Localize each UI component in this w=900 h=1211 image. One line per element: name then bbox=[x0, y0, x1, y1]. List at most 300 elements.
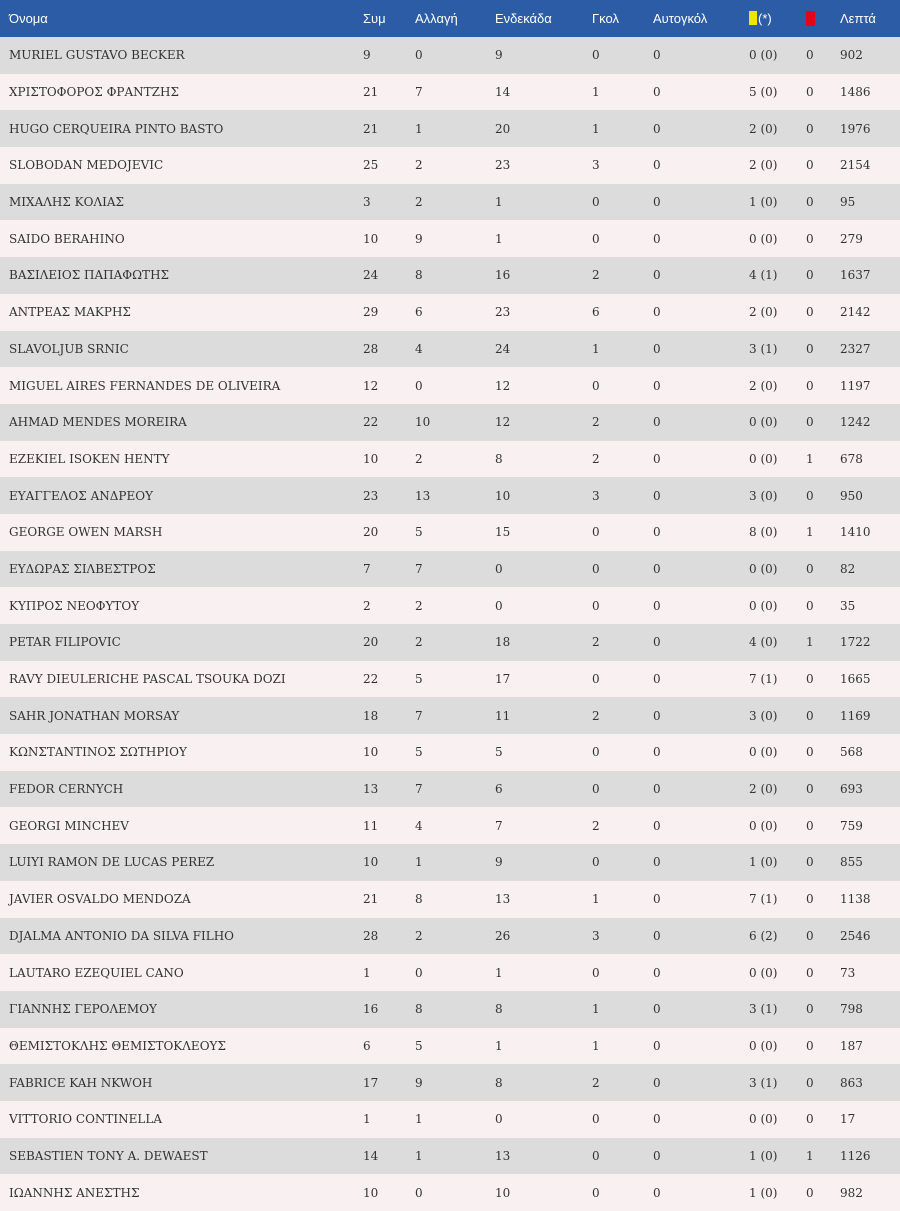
player-own-goals: 0 bbox=[653, 745, 661, 760]
player-red-cards: 1 bbox=[806, 1148, 814, 1163]
player-starting: 20 bbox=[495, 121, 511, 136]
table-row bbox=[0, 844, 900, 881]
player-goals: 0 bbox=[592, 195, 600, 210]
player-yellow-cards: 0 (0) bbox=[749, 231, 778, 246]
player-yellow-cards: 3 (1) bbox=[749, 1075, 778, 1090]
player-red-cards: 0 bbox=[806, 415, 814, 430]
header-red-cards[interactable] bbox=[806, 0, 840, 37]
player-name: VITTORIO CONTINELLA bbox=[9, 1112, 163, 1127]
player-apps: 24 bbox=[363, 268, 379, 283]
player-name: AHMAD MENDES MOREIRA bbox=[9, 415, 187, 430]
player-red-cards: 0 bbox=[806, 928, 814, 943]
player-apps: 23 bbox=[363, 488, 379, 503]
player-apps: 10 bbox=[363, 451, 379, 466]
player-subs: 9 bbox=[415, 1075, 423, 1090]
player-subs: 5 bbox=[415, 745, 423, 760]
table-row bbox=[0, 918, 900, 955]
player-subs: 9 bbox=[415, 231, 423, 246]
player-subs: 2 bbox=[415, 928, 423, 943]
player-minutes: 35 bbox=[840, 598, 856, 613]
player-red-cards: 0 bbox=[806, 965, 814, 980]
player-starting: 8 bbox=[495, 1002, 503, 1017]
player-own-goals: 0 bbox=[653, 231, 661, 246]
player-goals: 0 bbox=[592, 745, 600, 760]
player-minutes: 1242 bbox=[840, 415, 871, 430]
table-row bbox=[0, 477, 900, 514]
player-subs: 2 bbox=[415, 195, 423, 210]
table-row bbox=[0, 257, 900, 294]
player-minutes: 82 bbox=[840, 561, 856, 576]
player-goals: 1 bbox=[592, 892, 600, 907]
player-goals: 1 bbox=[592, 85, 600, 100]
player-subs: 10 bbox=[415, 415, 431, 430]
player-starting: 8 bbox=[495, 1075, 503, 1090]
player-subs: 0 bbox=[415, 48, 423, 63]
player-minutes: 73 bbox=[840, 965, 856, 980]
player-goals: 2 bbox=[592, 451, 600, 466]
player-goals: 0 bbox=[592, 598, 600, 613]
player-yellow-cards: 1 (0) bbox=[749, 1148, 778, 1163]
player-yellow-cards: 2 (0) bbox=[749, 305, 778, 320]
player-red-cards: 0 bbox=[806, 1038, 814, 1053]
player-minutes: 1722 bbox=[840, 635, 871, 650]
player-yellow-cards: 0 (0) bbox=[749, 818, 778, 833]
player-starting: 14 bbox=[495, 85, 511, 100]
table-row bbox=[0, 37, 900, 74]
player-yellow-cards: 1 (0) bbox=[749, 1185, 778, 1200]
player-yellow-cards: 0 (0) bbox=[749, 561, 778, 576]
player-own-goals: 0 bbox=[653, 1038, 661, 1053]
player-starting: 18 bbox=[495, 635, 511, 650]
player-subs: 8 bbox=[415, 892, 423, 907]
player-goals: 2 bbox=[592, 268, 600, 283]
table-row bbox=[0, 697, 900, 734]
player-red-cards: 0 bbox=[806, 305, 814, 320]
table-row bbox=[0, 881, 900, 918]
player-yellow-cards: 3 (0) bbox=[749, 488, 778, 503]
player-yellow-cards: 1 (0) bbox=[749, 855, 778, 870]
player-subs: 2 bbox=[415, 158, 423, 173]
player-minutes: 1486 bbox=[840, 85, 871, 100]
player-starting: 6 bbox=[495, 782, 503, 797]
player-own-goals: 0 bbox=[653, 305, 661, 320]
player-yellow-cards: 3 (1) bbox=[749, 341, 778, 356]
player-goals: 2 bbox=[592, 415, 600, 430]
player-own-goals: 0 bbox=[653, 561, 661, 576]
player-apps: 1 bbox=[363, 965, 371, 980]
player-apps: 21 bbox=[363, 892, 379, 907]
player-yellow-cards: 0 (0) bbox=[749, 415, 778, 430]
header-yellow-suffix: (*) bbox=[758, 11, 772, 26]
player-apps: 12 bbox=[363, 378, 379, 393]
player-apps: 9 bbox=[363, 48, 371, 63]
player-goals: 0 bbox=[592, 1185, 600, 1200]
header-apps[interactable]: Συμ bbox=[363, 0, 415, 37]
player-name: ΓΙΑΝΝΗΣ ΓΕΡΟΛΕΜΟΥ bbox=[9, 1002, 157, 1017]
player-apps: 16 bbox=[363, 1002, 379, 1017]
player-own-goals: 0 bbox=[653, 635, 661, 650]
player-goals: 0 bbox=[592, 855, 600, 870]
player-name: ΧΡΙΣΤΟΦΟΡΟΣ ΦΡΑΝΤΖΗΣ bbox=[9, 85, 179, 100]
player-subs: 7 bbox=[415, 85, 423, 100]
player-red-cards: 0 bbox=[806, 158, 814, 173]
player-goals: 0 bbox=[592, 231, 600, 246]
player-goals: 1 bbox=[592, 121, 600, 136]
player-starting: 0 bbox=[495, 561, 503, 576]
player-own-goals: 0 bbox=[653, 268, 661, 283]
player-own-goals: 0 bbox=[653, 341, 661, 356]
player-starting: 10 bbox=[495, 1185, 511, 1200]
player-starting: 23 bbox=[495, 305, 511, 320]
player-apps: 10 bbox=[363, 855, 379, 870]
player-name: ΒΑΣΙΛΕΙΟΣ ΠΑΠΑΦΩΤΗΣ bbox=[9, 268, 170, 283]
player-own-goals: 0 bbox=[653, 892, 661, 907]
player-own-goals: 0 bbox=[653, 672, 661, 687]
player-name: JAVIER OSVALDO MENDOZA bbox=[9, 892, 191, 907]
player-minutes: 1169 bbox=[840, 708, 871, 723]
player-name: PETAR FILIPOVIC bbox=[9, 635, 121, 650]
player-apps: 21 bbox=[363, 121, 379, 136]
player-starting: 24 bbox=[495, 341, 511, 356]
player-apps: 17 bbox=[363, 1075, 379, 1090]
player-subs: 2 bbox=[415, 598, 423, 613]
player-name: GEORGE OWEN MARSH bbox=[9, 525, 163, 540]
player-apps: 10 bbox=[363, 231, 379, 246]
player-subs: 8 bbox=[415, 268, 423, 283]
player-yellow-cards: 6 (2) bbox=[749, 928, 778, 943]
player-subs: 13 bbox=[415, 488, 431, 503]
player-own-goals: 0 bbox=[653, 451, 661, 466]
player-starting: 1 bbox=[495, 965, 503, 980]
player-own-goals: 0 bbox=[653, 85, 661, 100]
player-own-goals: 0 bbox=[653, 378, 661, 393]
player-goals: 0 bbox=[592, 525, 600, 540]
table-row bbox=[0, 331, 900, 368]
player-red-cards: 0 bbox=[806, 378, 814, 393]
player-minutes: 1637 bbox=[840, 268, 871, 283]
table-row bbox=[0, 954, 900, 991]
player-starting: 11 bbox=[495, 708, 511, 723]
player-starting: 0 bbox=[495, 598, 503, 613]
header-name[interactable]: Όνομα bbox=[0, 0, 363, 37]
player-subs: 8 bbox=[415, 1002, 423, 1017]
player-own-goals: 0 bbox=[653, 818, 661, 833]
yellow-card-icon bbox=[749, 11, 757, 25]
player-name: GEORGI MINCHEV bbox=[9, 818, 129, 833]
red-card-icon bbox=[806, 11, 815, 26]
player-minutes: 2546 bbox=[840, 928, 871, 943]
player-apps: 13 bbox=[363, 782, 379, 797]
player-own-goals: 0 bbox=[653, 928, 661, 943]
table-header-row bbox=[0, 0, 900, 37]
table-row bbox=[0, 220, 900, 257]
player-subs: 1 bbox=[415, 855, 423, 870]
table-row bbox=[0, 147, 900, 184]
player-yellow-cards: 1 (0) bbox=[749, 195, 778, 210]
header-goals[interactable]: Γκολ bbox=[592, 0, 653, 37]
player-red-cards: 0 bbox=[806, 268, 814, 283]
table-row bbox=[0, 624, 900, 661]
player-starting: 23 bbox=[495, 158, 511, 173]
player-red-cards: 1 bbox=[806, 525, 814, 540]
player-yellow-cards: 0 (0) bbox=[749, 965, 778, 980]
player-apps: 1 bbox=[363, 1112, 371, 1127]
player-starting: 17 bbox=[495, 672, 511, 687]
player-minutes: 279 bbox=[840, 231, 863, 246]
player-subs: 4 bbox=[415, 341, 423, 356]
player-own-goals: 0 bbox=[653, 488, 661, 503]
player-yellow-cards: 0 (0) bbox=[749, 598, 778, 613]
player-own-goals: 0 bbox=[653, 965, 661, 980]
player-minutes: 982 bbox=[840, 1185, 863, 1200]
table-row bbox=[0, 587, 900, 624]
player-yellow-cards: 0 (0) bbox=[749, 745, 778, 760]
player-starting: 0 bbox=[495, 1112, 503, 1127]
player-name: ΕΥΔΩΡΑΣ ΣΙΛΒΕΣΤΡΟΣ bbox=[9, 561, 156, 576]
player-starting: 13 bbox=[495, 892, 511, 907]
player-minutes: 678 bbox=[840, 451, 863, 466]
player-own-goals: 0 bbox=[653, 1148, 661, 1163]
player-starting: 1 bbox=[495, 231, 503, 246]
player-subs: 1 bbox=[415, 1148, 423, 1163]
player-minutes: 1976 bbox=[840, 121, 871, 136]
player-name: MIGUEL AIRES FERNANDES DE OLIVEIRA bbox=[9, 378, 281, 393]
player-own-goals: 0 bbox=[653, 708, 661, 723]
player-red-cards: 0 bbox=[806, 745, 814, 760]
player-red-cards: 0 bbox=[806, 195, 814, 210]
table-row bbox=[0, 110, 900, 147]
player-minutes: 950 bbox=[840, 488, 863, 503]
player-own-goals: 0 bbox=[653, 158, 661, 173]
player-goals: 3 bbox=[592, 158, 600, 173]
player-apps: 25 bbox=[363, 158, 379, 173]
player-yellow-cards: 8 (0) bbox=[749, 525, 778, 540]
player-minutes: 187 bbox=[840, 1038, 863, 1053]
player-starting: 12 bbox=[495, 378, 511, 393]
table-row bbox=[0, 184, 900, 221]
player-minutes: 17 bbox=[840, 1112, 856, 1127]
player-yellow-cards: 2 (0) bbox=[749, 782, 778, 797]
table-row bbox=[0, 734, 900, 771]
player-red-cards: 0 bbox=[806, 341, 814, 356]
player-name: FABRICE KAH NKWOH bbox=[9, 1075, 153, 1090]
player-name: FEDOR CERNYCH bbox=[9, 782, 124, 797]
table-row bbox=[0, 1028, 900, 1065]
player-red-cards: 0 bbox=[806, 1075, 814, 1090]
player-subs: 1 bbox=[415, 1112, 423, 1127]
player-name: ΘΕΜΙΣΤΟΚΛΗΣ ΘΕΜΙΣΤΟΚΛΕΟΥΣ bbox=[9, 1038, 226, 1053]
player-red-cards: 0 bbox=[806, 892, 814, 907]
player-subs: 7 bbox=[415, 708, 423, 723]
player-red-cards: 0 bbox=[806, 48, 814, 63]
table-row bbox=[0, 991, 900, 1028]
player-subs: 6 bbox=[415, 305, 423, 320]
player-minutes: 1410 bbox=[840, 525, 871, 540]
player-red-cards: 0 bbox=[806, 818, 814, 833]
table-row bbox=[0, 1101, 900, 1138]
player-minutes: 1197 bbox=[840, 378, 871, 393]
player-apps: 28 bbox=[363, 341, 379, 356]
player-goals: 2 bbox=[592, 818, 600, 833]
player-subs: 2 bbox=[415, 451, 423, 466]
player-yellow-cards: 3 (0) bbox=[749, 708, 778, 723]
player-yellow-cards: 7 (1) bbox=[749, 892, 778, 907]
player-own-goals: 0 bbox=[653, 121, 661, 136]
player-yellow-cards: 2 (0) bbox=[749, 378, 778, 393]
player-apps: 22 bbox=[363, 672, 379, 687]
player-own-goals: 0 bbox=[653, 1002, 661, 1017]
player-red-cards: 0 bbox=[806, 672, 814, 687]
header-starting[interactable]: Ενδεκάδα bbox=[495, 0, 592, 37]
player-name: ΙΩΑΝΝΗΣ ΑΝΕΣΤΗΣ bbox=[9, 1185, 140, 1200]
player-own-goals: 0 bbox=[653, 48, 661, 63]
player-goals: 2 bbox=[592, 635, 600, 650]
player-minutes: 759 bbox=[840, 818, 863, 833]
player-yellow-cards: 4 (0) bbox=[749, 635, 778, 650]
player-subs: 2 bbox=[415, 635, 423, 650]
player-red-cards: 0 bbox=[806, 231, 814, 246]
player-yellow-cards: 4 (1) bbox=[749, 268, 778, 283]
player-apps: 2 bbox=[363, 598, 371, 613]
player-name: DJALMA ANTONIO DA SILVA FILHO bbox=[9, 928, 235, 943]
player-goals: 1 bbox=[592, 341, 600, 356]
player-goals: 2 bbox=[592, 708, 600, 723]
player-subs: 5 bbox=[415, 525, 423, 540]
player-red-cards: 0 bbox=[806, 1112, 814, 1127]
header-subs[interactable]: Αλλαγή bbox=[415, 0, 495, 37]
player-own-goals: 0 bbox=[653, 415, 661, 430]
player-apps: 21 bbox=[363, 85, 379, 100]
player-red-cards: 0 bbox=[806, 598, 814, 613]
player-own-goals: 0 bbox=[653, 782, 661, 797]
player-own-goals: 0 bbox=[653, 1185, 661, 1200]
player-minutes: 1665 bbox=[840, 672, 871, 687]
player-red-cards: 0 bbox=[806, 85, 814, 100]
player-apps: 28 bbox=[363, 928, 379, 943]
player-yellow-cards: 3 (1) bbox=[749, 1002, 778, 1017]
player-goals: 0 bbox=[592, 965, 600, 980]
player-minutes: 2327 bbox=[840, 341, 871, 356]
table-row bbox=[0, 294, 900, 331]
player-own-goals: 0 bbox=[653, 1112, 661, 1127]
player-subs: 0 bbox=[415, 1185, 423, 1200]
player-goals: 3 bbox=[592, 488, 600, 503]
player-minutes: 798 bbox=[840, 1002, 863, 1017]
player-red-cards: 0 bbox=[806, 1185, 814, 1200]
player-yellow-cards: 0 (0) bbox=[749, 451, 778, 466]
player-apps: 22 bbox=[363, 415, 379, 430]
player-apps: 7 bbox=[363, 561, 371, 576]
player-red-cards: 0 bbox=[806, 855, 814, 870]
player-name: ΑΝΤΡΕΑΣ ΜΑΚΡΗΣ bbox=[9, 305, 131, 320]
player-goals: 0 bbox=[592, 561, 600, 576]
player-starting: 9 bbox=[495, 855, 503, 870]
player-starting: 12 bbox=[495, 415, 511, 430]
player-apps: 10 bbox=[363, 745, 379, 760]
player-subs: 5 bbox=[415, 672, 423, 687]
player-apps: 29 bbox=[363, 305, 379, 320]
table-row bbox=[0, 771, 900, 808]
player-own-goals: 0 bbox=[653, 1075, 661, 1090]
player-apps: 10 bbox=[363, 1185, 379, 1200]
table-row bbox=[0, 661, 900, 698]
player-goals: 6 bbox=[592, 305, 600, 320]
header-own-goals[interactable]: Αυτογκόλ bbox=[653, 0, 749, 37]
player-goals: 0 bbox=[592, 672, 600, 687]
header-minutes[interactable]: Λεπτά bbox=[840, 0, 900, 37]
player-name: MURIEL GUSTAVO BECKER bbox=[9, 48, 185, 63]
player-name: ΕΥΑΓΓΕΛΟΣ ΑΝΔΡΕΟΥ bbox=[9, 488, 153, 503]
player-goals: 3 bbox=[592, 928, 600, 943]
header-yellow-cards[interactable] bbox=[749, 0, 806, 37]
player-minutes: 855 bbox=[840, 855, 863, 870]
player-starting: 5 bbox=[495, 745, 503, 760]
player-minutes: 95 bbox=[840, 195, 856, 210]
player-goals: 1 bbox=[592, 1002, 600, 1017]
player-subs: 4 bbox=[415, 818, 423, 833]
player-apps: 11 bbox=[363, 818, 379, 833]
player-starting: 1 bbox=[495, 1038, 503, 1053]
player-subs: 5 bbox=[415, 1038, 423, 1053]
player-goals: 1 bbox=[592, 1038, 600, 1053]
player-apps: 18 bbox=[363, 708, 379, 723]
player-starting: 13 bbox=[495, 1148, 511, 1163]
player-name: LUIYI RAMON DE LUCAS PEREZ bbox=[9, 855, 215, 870]
player-goals: 0 bbox=[592, 378, 600, 393]
player-yellow-cards: 0 (0) bbox=[749, 1112, 778, 1127]
player-subs: 7 bbox=[415, 782, 423, 797]
player-own-goals: 0 bbox=[653, 195, 661, 210]
player-yellow-cards: 7 (1) bbox=[749, 672, 778, 687]
player-starting: 15 bbox=[495, 525, 511, 540]
player-red-cards: 1 bbox=[806, 451, 814, 466]
player-name: ΚΩΝΣΤΑΝΤΙΝΟΣ ΣΩΤΗΡΙΟΥ bbox=[9, 745, 187, 760]
player-apps: 6 bbox=[363, 1038, 371, 1053]
player-yellow-cards: 5 (0) bbox=[749, 85, 778, 100]
player-yellow-cards: 2 (0) bbox=[749, 158, 778, 173]
player-red-cards: 0 bbox=[806, 708, 814, 723]
player-subs: 7 bbox=[415, 561, 423, 576]
table-row bbox=[0, 441, 900, 478]
player-goals: 0 bbox=[592, 1148, 600, 1163]
table-row bbox=[0, 514, 900, 551]
player-minutes: 568 bbox=[840, 745, 863, 760]
player-name: SLAVOLJUB SRNIC bbox=[9, 341, 129, 356]
player-goals: 2 bbox=[592, 1075, 600, 1090]
player-goals: 0 bbox=[592, 782, 600, 797]
player-name: SEBASTIEN TONY A. DEWAEST bbox=[9, 1148, 208, 1163]
player-red-cards: 1 bbox=[806, 635, 814, 650]
player-own-goals: 0 bbox=[653, 855, 661, 870]
player-minutes: 2154 bbox=[840, 158, 871, 173]
player-own-goals: 0 bbox=[653, 598, 661, 613]
table-row bbox=[0, 367, 900, 404]
player-name: SAIDO BERAHINO bbox=[9, 231, 125, 246]
player-name: SAHR JONATHAN MORSAY bbox=[9, 708, 180, 723]
player-yellow-cards: 0 (0) bbox=[749, 1038, 778, 1053]
player-goals: 0 bbox=[592, 1112, 600, 1127]
player-apps: 14 bbox=[363, 1148, 379, 1163]
player-minutes: 1126 bbox=[840, 1148, 871, 1163]
player-apps: 20 bbox=[363, 525, 379, 540]
player-name: LAUTARO EZEQUIEL CANO bbox=[9, 965, 184, 980]
player-minutes: 2142 bbox=[840, 305, 871, 320]
player-goals: 0 bbox=[592, 48, 600, 63]
table-body bbox=[0, 37, 900, 1211]
player-name: EZEKIEL ISOKEN HENTY bbox=[9, 451, 170, 466]
player-starting: 16 bbox=[495, 268, 511, 283]
player-name: ΜΙΧΑΛΗΣ ΚΟΛΙΑΣ bbox=[9, 195, 125, 210]
